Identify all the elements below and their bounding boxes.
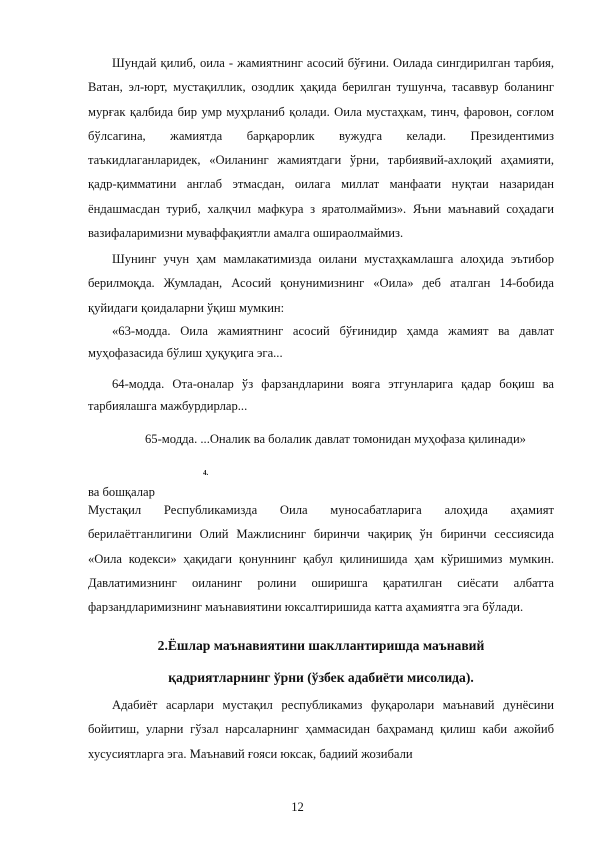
page-number: 12: [291, 800, 304, 814]
paragraph-independent-republic: Мустақил Республикамизда Оила муносабатларига алоҳида аҳамият берилаётганлигини Олий Мажлиснинг биринчи чақириқ ўн биринчи сессиясида «Оила кодекси» ҳақидаги қонуннинг қабул қилинишида ҳам кўришимиз мумкин. Давлатимизнинг оиланинг ролини оширишга қаратилган сиёсати албатта фарзандларимизнинг маънавиятини юксалтиришида катта аҳамиятга эга бўлади.: [88, 503, 554, 615]
paragraph-family-core: Шундай қилиб, оила - жамиятнинг асосий бўғини. Оилада сингдирилган тарбия, Ватан, эл-юрт, мустақиллик, озодлик ҳақида берилган тушунча, тасаввур боланинг мурғак қалбида бир умр муҳрланиб қолади. Оила мустаҳкам, тинч, фаровон, соғлом бўлсагина, жамиятда барқарорлик вужудга келади. Президентимиз таъкидлаганларидек, «Оиланинг жамиятдаги ўрни, тарбиявий-ахлоқий аҳамияти, қадр-қимматини англаб этмасдан, оилага миллат манфаати нуқтаи назаридан ёндашмасдан туриб, халқчил мафкура з яратолмаймиз». Яъни маънавий соҳадаги вазифаларимизни муваффақиятли амалга ошираолмаймиз.: [88, 56, 554, 241]
paragraph-and-others: ва бошқалар: [88, 485, 155, 499]
article-65-text: 65-модда. ...Оналик ва болалик давлат томонидан муҳофаза қилинади»: [145, 432, 526, 446]
footnote-marker: 4.: [203, 469, 209, 477]
section-heading-line-2: қадриятларнинг ўрни (ўзбек адабиёти мисолида).: [168, 670, 474, 685]
paragraph-article-65: [117, 430, 554, 448]
paragraph-article-63: «63-модда. Оила жамиятнинг асосий бўғинидир ҳамда жамият ва давлат муҳофазасида бўлиш ҳуқуқига эга...: [88, 324, 554, 360]
paragraph-article-64: 64-модда. Ота-оналар ўз фарзандларини вояга этгунларига қадар боқиш ва тарбиялашга мажбурдирлар...: [88, 377, 554, 413]
section-heading-line-1: 2.Ёшлар маънавиятини шакллантиришда маънавий: [157, 638, 485, 653]
paragraph-literature: Адабиёт асарлари мустақил республикамиз фуқаролари маънавий дунёсини бойитиш, уларни гўзал нарсаларнинг ҳаммасидан баҳраманд қилиш каби ажойиб хусусиятларга эга. Маънавий ғояси юксак, бадиий жозибали: [88, 698, 554, 761]
paragraph-constitution-intro: Шунинг учун ҳам мамлакатимизда оилани мустаҳкамлашга алоҳида эътибор берилмоқда. Жумладан, Асосий қонунимизнинг «Оила» деб аталган 14-бобида қуйидаги қоидаларни ўқиш мумкин:: [88, 252, 554, 315]
